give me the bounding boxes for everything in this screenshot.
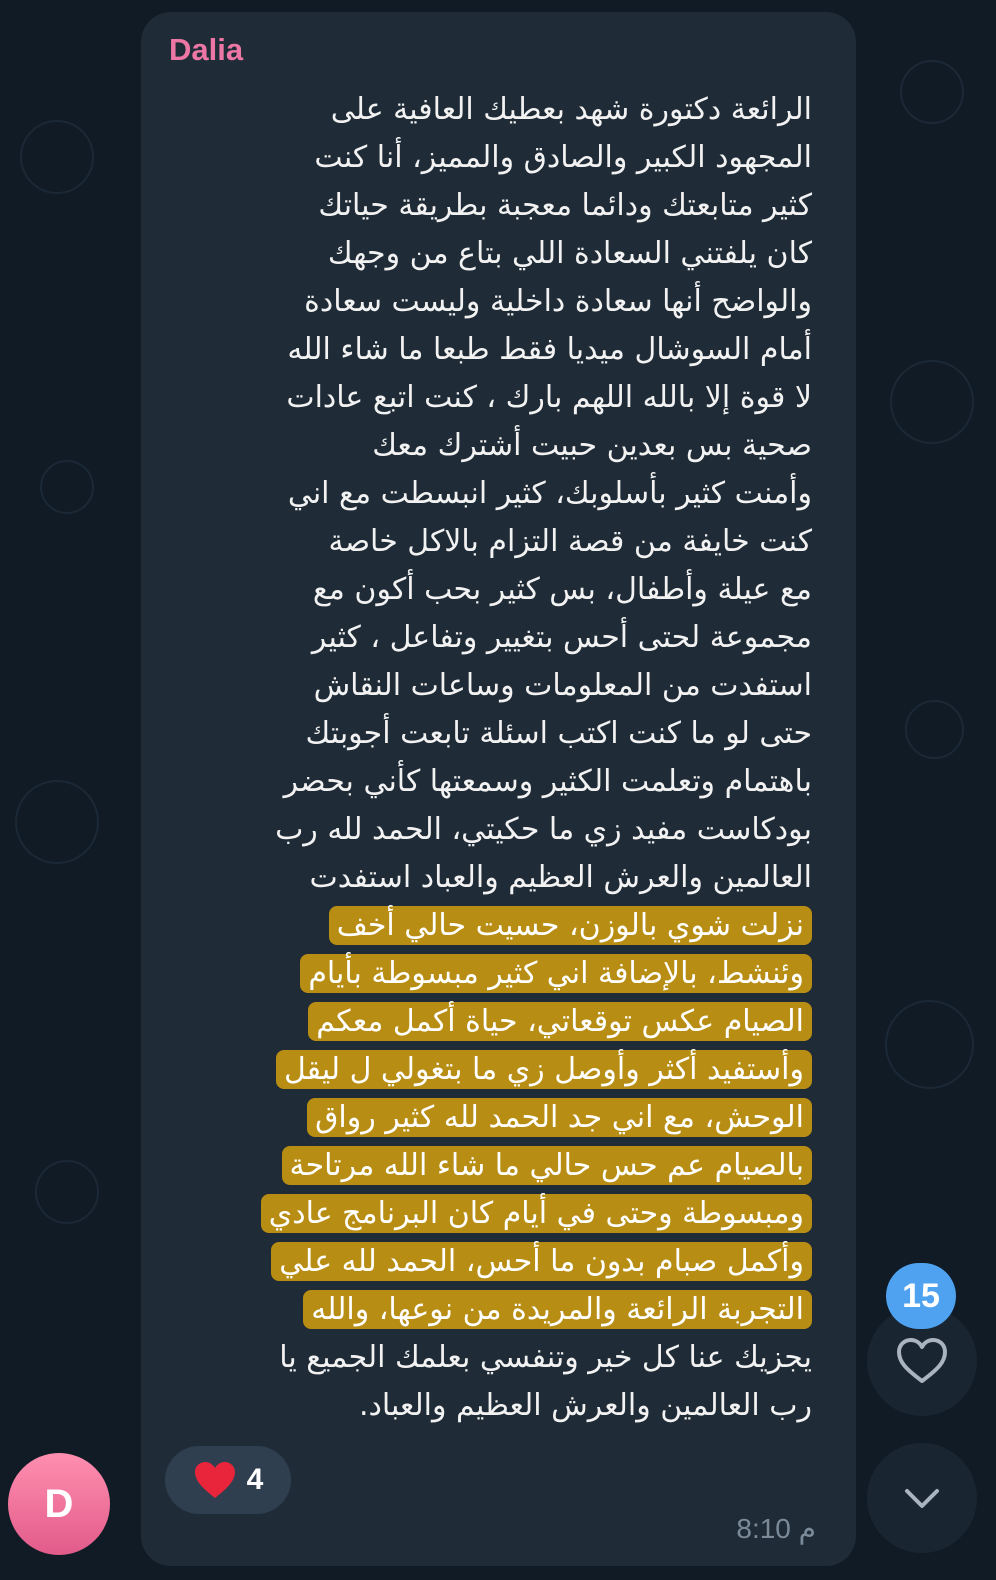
message-line-text: الرائعة دكتورة شهد بعطيك العافية على [330, 92, 812, 127]
message-line [162, 662, 812, 710]
message-line [162, 470, 812, 518]
red-heart-icon [193, 1460, 237, 1500]
highlighted-text: وأكمل صبام بدون ما أحس، الحمد لله علي [271, 1242, 812, 1281]
message-line [162, 854, 812, 902]
reaction-count: 4 [246, 1463, 264, 1496]
message-line-text: وأمنت كثير بأسلوبك، كثير انبسطت مع اني [287, 476, 812, 511]
message-line-text: مع عيلة وأطفال، بس كثير بحب أكون مع [312, 572, 812, 607]
message-line [162, 1142, 812, 1190]
message-text [162, 86, 812, 1430]
highlighted-text: وأستفيد أكثر وأوصل زي ما بتغولي ل ليقل [276, 1050, 812, 1089]
message-line-text: يجزيك عنا كل خير وتنفسي بعلمك الجميع يا [279, 1340, 812, 1375]
message-line [162, 518, 812, 566]
heart-outline-icon [893, 1332, 951, 1390]
message-line [162, 1046, 812, 1094]
message-line-text: كان يلفتني السعادة اللي بتاع من وجهك [327, 236, 812, 271]
message-line [162, 326, 812, 374]
highlighted-text: الوحش، مع اني جد الحمد لله كثير رواق [307, 1098, 812, 1137]
message-line [162, 950, 812, 998]
message-line [162, 1286, 812, 1334]
message-line-text: والواضح أنها سعادة داخلية وليست سعادة [304, 284, 812, 319]
highlighted-text: وئنشط، بالإضافة اني كثير مبسوطة بأيام [300, 954, 812, 993]
message-line-text: حتى لو ما كنت اكتب اسئلة تابعت أجوبتك [305, 716, 812, 751]
highlighted-text: بالصيام عم حس حالي ما شاء الله مرتاحة [282, 1146, 812, 1185]
message-line-text: رب العالمين والعرش العظيم والعباد. [358, 1388, 812, 1423]
message-line-text: لا قوة إلا بالله اللهم بارك ، كنت اتبع عادات [286, 380, 812, 415]
message-line [162, 710, 812, 758]
message-line [162, 86, 812, 134]
message-line [162, 758, 812, 806]
message-line [162, 182, 812, 230]
message-line-text: باهتمام وتعلمت الكثير وسمعتها كأني بحضر [283, 764, 812, 799]
message-line-text: كثير متابعتك ودائما معجبة بطريقة حياتك [318, 188, 812, 223]
message-line [162, 1190, 812, 1238]
message-line-text: كنت خايفة من قصة التزام بالاكل خاصة [328, 524, 812, 559]
message-line [162, 374, 812, 422]
message-line [162, 1238, 812, 1286]
unread-badge: 15 [886, 1263, 956, 1329]
message-line [162, 278, 812, 326]
scroll-down-button[interactable] [867, 1443, 977, 1553]
message-line-text: صحية بس بعدين حبيت أشترك معك [372, 428, 812, 463]
message-line-text: المجهود الكبير والصادق والمميز، أنا كنت [314, 140, 812, 175]
message-line-text: بودكاست مفيد زي ما حكيتي، الحمد لله رب [275, 812, 812, 847]
message-line-text: أمام السوشال ميديا فقط طبعا ما شاء الله [287, 332, 812, 367]
sender-name[interactable]: Dalia [169, 32, 244, 67]
message-bubble[interactable] [141, 12, 856, 1566]
reaction-chip[interactable] [165, 1446, 291, 1514]
message-line [162, 1382, 812, 1430]
message-time: 8:10 م [736, 1513, 816, 1544]
message-line [162, 422, 812, 470]
message-line-text: استفدت من المعلومات وساعات النقاش [313, 668, 812, 703]
highlighted-text: ومبسوطة وحتى في أيام كان البرنامج عادي [261, 1194, 812, 1233]
message-line [162, 566, 812, 614]
highlighted-text: نزلت شوي بالوزن، حسيت حالي أخف [329, 906, 812, 945]
message-line [162, 1334, 812, 1382]
message-line [162, 230, 812, 278]
message-line [162, 902, 812, 950]
message-line [162, 1094, 812, 1142]
message-line [162, 134, 812, 182]
message-line [162, 998, 812, 1046]
message-line [162, 614, 812, 662]
message-line-text: العالمين والعرش العظيم والعباد استفدت [309, 860, 812, 895]
avatar-initial: D [44, 1481, 74, 1526]
highlighted-text: التجربة الرائعة والمريدة من نوعها، والله [303, 1290, 812, 1329]
chevron-down-icon [893, 1469, 951, 1527]
message-line-text: مجموعة لحتى أحس بتغيير وتفاعل ، كثير [311, 620, 812, 655]
highlighted-text: الصيام عكس توقعاتي، حياة أكمل معكم [308, 1002, 812, 1041]
message-line [162, 806, 812, 854]
avatar[interactable] [8, 1453, 110, 1555]
